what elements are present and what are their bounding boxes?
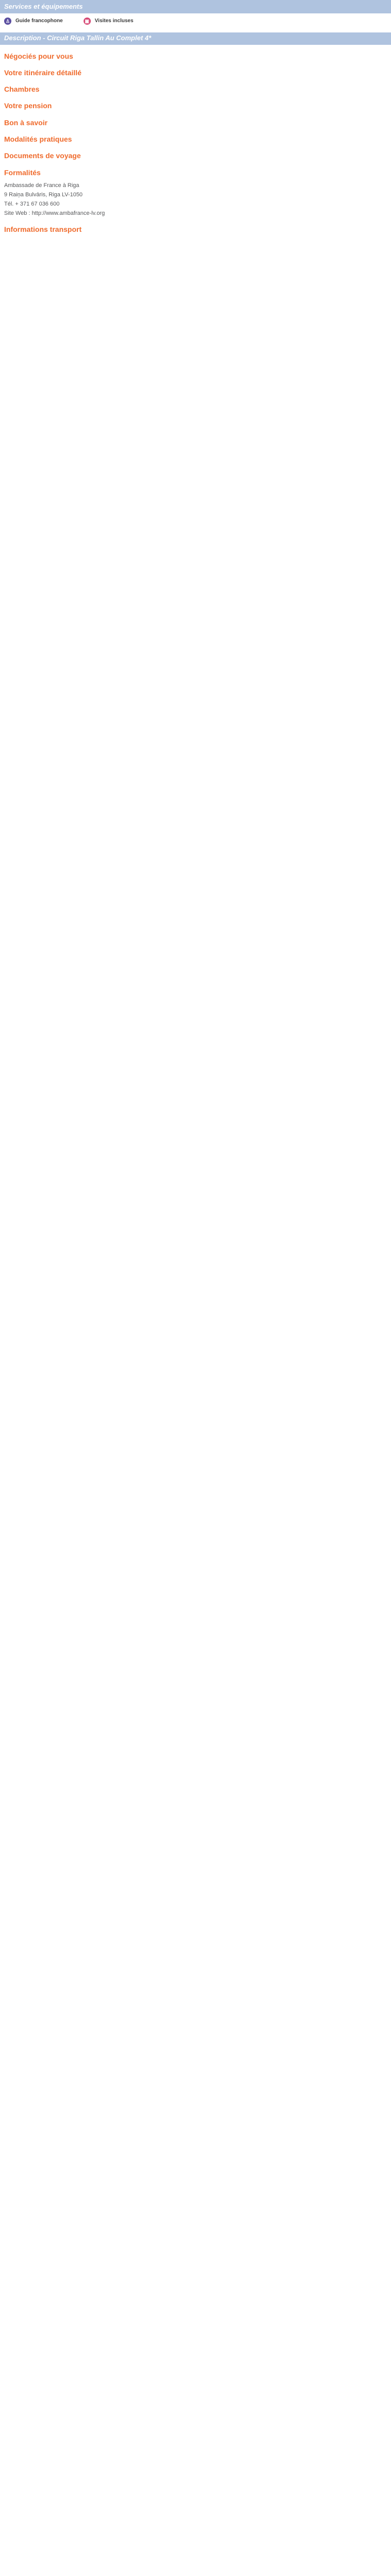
section-title-itinerary: Votre itinéraire détaillé [4, 68, 82, 77]
contact-site: Site Web : http://www.ambafrance-lv.org [4, 210, 105, 216]
service-label-guide: Guide francophone [15, 18, 63, 24]
contact-phone: Tél. + 371 67 036 600 [4, 200, 60, 207]
service-label-visits: Visites incluses [94, 18, 134, 24]
content [0, 51, 391, 247]
section-title-infos-transport: Informations transport [4, 225, 82, 233]
section-title-modalites: Modalités pratiques [4, 134, 72, 143]
guide-icon: ♙ [4, 18, 11, 25]
services-banner: Services et équipements [0, 0, 391, 13]
visits-icon: ▣ [84, 18, 91, 25]
section-title-bon-savoir: Bon à savoir [4, 118, 48, 127]
service-item-guide [4, 18, 63, 25]
services-row [0, 13, 391, 28]
section-title-chambres: Chambres [4, 85, 40, 94]
section-title-documents: Documents de voyage [4, 151, 81, 160]
section-title-formalites: Formalités [4, 168, 41, 177]
service-item-visits [84, 18, 134, 25]
section-title-negocies: Négociés pour vous [4, 52, 73, 60]
contact-address: 9 Raiņa Bulvāris, Riga LV-1050 [4, 191, 83, 198]
description-banner: Description - Circuit Riga Tallin Au Complet 4* [0, 32, 391, 45]
contact-name: Ambassade de France à Riga [4, 182, 79, 189]
section-title-pension: Votre pension [4, 101, 52, 110]
